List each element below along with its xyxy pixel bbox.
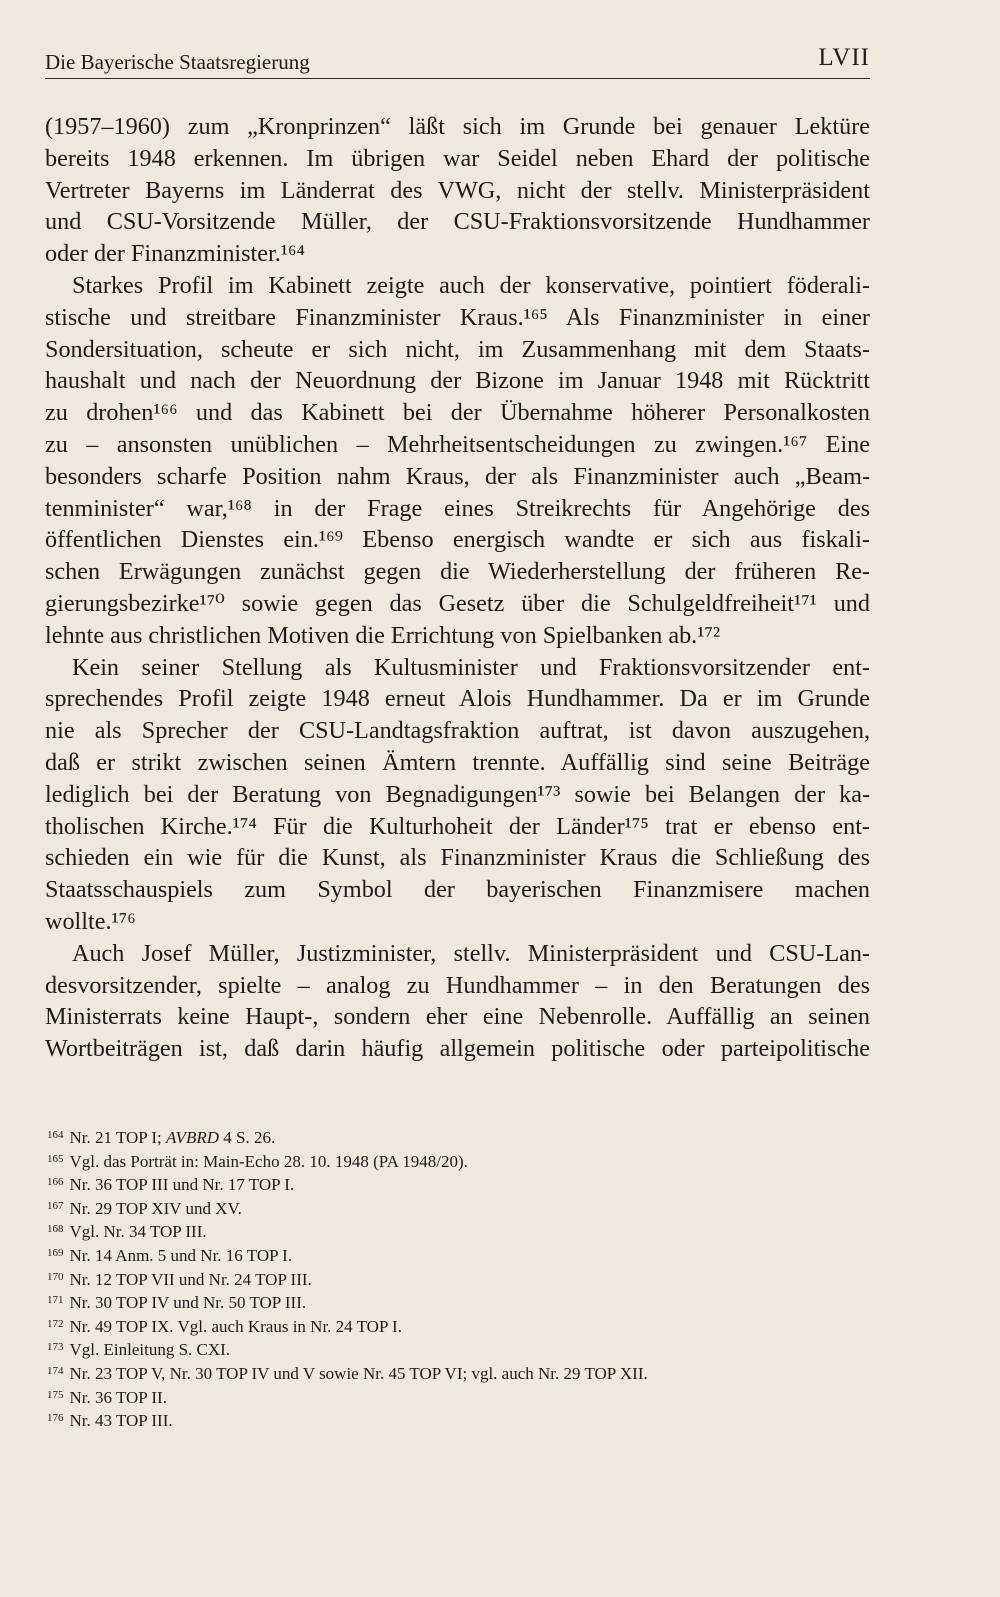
footnote-number: 167: [47, 1199, 64, 1212]
body-line: Ministerrats keine Haupt-, sondern eher eine Nebenrolle. Auffällig an seinen: [45, 1003, 870, 1031]
body-line: wollte.¹⁷⁶: [45, 907, 136, 935]
footnote-number: 164: [47, 1129, 64, 1141]
footnote: [47, 1195, 872, 1219]
footnote-number: 171: [47, 1294, 64, 1307]
footnote-text: Nr. 23 TOP V, Nr. 30 TOP IV und V sowie Nr. 45 TOP VI; vgl. auch Nr. 29 TOP XII.: [69, 1363, 648, 1383]
body-line: besonders scharfe Position nahm Kraus, der als Finanzminister auch „Beam-: [45, 462, 870, 490]
footnote: [47, 1336, 872, 1360]
footnote: [47, 1148, 872, 1172]
page-number: LVII: [818, 44, 870, 71]
body-line: stische und streitbare Finanzminister Kraus.¹⁶⁵ Als Finanzminister in einer: [45, 303, 870, 331]
footnote: [47, 1407, 872, 1431]
running-head: Die Bayerische Staatsregierung: [45, 50, 310, 74]
footnote-text: Nr. 30 TOP IV und Nr. 50 TOP III.: [69, 1293, 307, 1313]
body-line: zu drohen¹⁶⁶ und das Kabinett bei der Übernahme höherer Personalkosten: [45, 399, 870, 427]
body-line: Starkes Profil im Kabinett zeigte auch der konservative, pointiert föderali-: [72, 271, 870, 299]
footnote-text: Nr. 29 TOP XIV und XV.: [69, 1198, 242, 1218]
body-line: tenminister“ war,¹⁶⁸ in der Frage eines Streikrechts für Angehörige des: [45, 494, 870, 522]
footnote-number: 169: [47, 1246, 64, 1259]
body-line: nie als Sprecher der CSU-Landtagsfraktion auftrat, ist davon auszugehen,: [45, 717, 870, 745]
footnote: [47, 1266, 872, 1290]
footnote-number: 166: [47, 1176, 64, 1189]
footnote: [47, 1313, 872, 1337]
footnote-text: Nr. 43 TOP III.: [69, 1411, 173, 1431]
body-line: Auch Josef Müller, Justizminister, stellv. Ministerpräsident und CSU-Lan-: [72, 939, 870, 967]
body-line: zu – ansonsten unüblichen – Mehrheitsentscheidungen zu zwingen.¹⁶⁷ Eine: [45, 430, 870, 458]
footnote-number: 172: [47, 1317, 64, 1330]
body-text: [45, 111, 870, 1065]
footnote-number: 174: [47, 1364, 64, 1377]
footnote: [47, 1289, 872, 1313]
footnote-number: 173: [47, 1341, 64, 1354]
footnote-text: Nr. 12 TOP VII und Nr. 24 TOP III.: [69, 1269, 312, 1289]
body-line: daß er strikt zwischen seinen Ämtern trennte. Auffällig sind seine Beiträge: [45, 748, 870, 776]
body-line: schieden ein wie für die Kunst, als Finanzminister Kraus die Schließung des: [45, 844, 870, 872]
footnote-text: Vgl. Einleitung S. CXI.: [69, 1340, 231, 1360]
body-line: Staatsschauspiels zum Symbol der bayerischen Finanzmisere machen: [45, 876, 870, 904]
body-line: sprechendes Profil zeigte 1948 erneut Alois Hundhammer. Da er im Grunde: [45, 685, 870, 713]
footnote: [47, 1124, 872, 1148]
body-line: Vertreter Bayerns im Länderrat des VWG, nicht der stellv. Ministerpräsident: [45, 176, 870, 204]
footnote: [47, 1384, 872, 1408]
body-line: Wortbeiträgen ist, daß darin häufig allgemein politische oder parteipolitische: [45, 1035, 870, 1063]
body-line: öffentlichen Dienstes ein.¹⁶⁹ Ebenso energisch wandte er sich aus fiskali-: [45, 526, 870, 554]
footnotes: [47, 1124, 872, 1431]
footnote-italic: AVBRD: [166, 1128, 219, 1147]
body-line: haushalt und nach der Neuordnung der Bizone im Januar 1948 mit Rücktritt: [45, 367, 870, 395]
body-line: tholischen Kirche.¹⁷⁴ Für die Kulturhoheit der Länder¹⁷⁵ trat er ebenso ent-: [45, 812, 870, 840]
footnote-number: 175: [47, 1388, 64, 1401]
body-line: lehnte aus christlichen Motiven die Errichtung von Spielbanken ab.¹⁷²: [45, 621, 721, 649]
footnote-text: Vgl. Nr. 34 TOP III.: [69, 1222, 207, 1242]
footnote: [47, 1218, 872, 1242]
body-line: gierungsbezirke¹⁷⁰ sowie gegen das Gesetz über die Schulgeldfreiheit¹⁷¹ und: [45, 589, 870, 617]
footnote-number: 176: [47, 1412, 64, 1425]
footnote-text: Nr. 21 TOP I;: [69, 1128, 167, 1147]
footnote-number: 165: [47, 1152, 64, 1165]
body-line: Kein seiner Stellung als Kultusminister und Fraktionsvorsitzender ent-: [72, 653, 870, 681]
body-line: und CSU-Vorsitzende Müller, der CSU-Fraktionsvorsitzende Hundhammer: [45, 208, 870, 236]
body-line: oder der Finanzminister.¹⁶⁴: [45, 240, 305, 268]
footnote-number: 168: [47, 1223, 64, 1236]
footnote-text: Nr. 14 Anm. 5 und Nr. 16 TOP I.: [69, 1245, 293, 1265]
footnote: [47, 1242, 872, 1266]
body-line: (1957–1960) zum „Kronprinzen“ läßt sich im Grunde bei genauer Lektüre: [45, 113, 870, 140]
footnote-text: Nr. 49 TOP IX. Vgl. auch Kraus in Nr. 24 TOP I.: [69, 1316, 402, 1336]
body-line: desvorsitzender, spielte – analog zu Hundhammer – in den Beratungen des: [45, 971, 870, 999]
body-line: schen Erwägungen zunächst gegen die Wiederherstellung der früheren Re-: [45, 558, 870, 586]
footnote-number: 170: [47, 1270, 64, 1283]
footnote-text: Nr. 36 TOP III und Nr. 17 TOP I.: [69, 1175, 295, 1195]
footnote: [47, 1360, 872, 1384]
footnote-text: Nr. 36 TOP II.: [69, 1387, 167, 1407]
body-line: Sondersituation, scheute er sich nicht, im Zusammenhang mit dem Staats-: [45, 335, 870, 363]
footnote-text: Vgl. das Porträt in: Main-Echo 28. 10. 1948 (PA 1948/20).: [69, 1151, 468, 1171]
footnote: [47, 1171, 872, 1195]
body-line: lediglich bei der Beratung von Begnadigungen¹⁷³ sowie bei Belangen der ka-: [45, 780, 870, 808]
footnote-text-after: 4 S. 26.: [218, 1128, 276, 1147]
body-line: bereits 1948 erkennen. Im übrigen war Seidel neben Ehard der politische: [45, 144, 870, 172]
page-header: [45, 44, 870, 79]
